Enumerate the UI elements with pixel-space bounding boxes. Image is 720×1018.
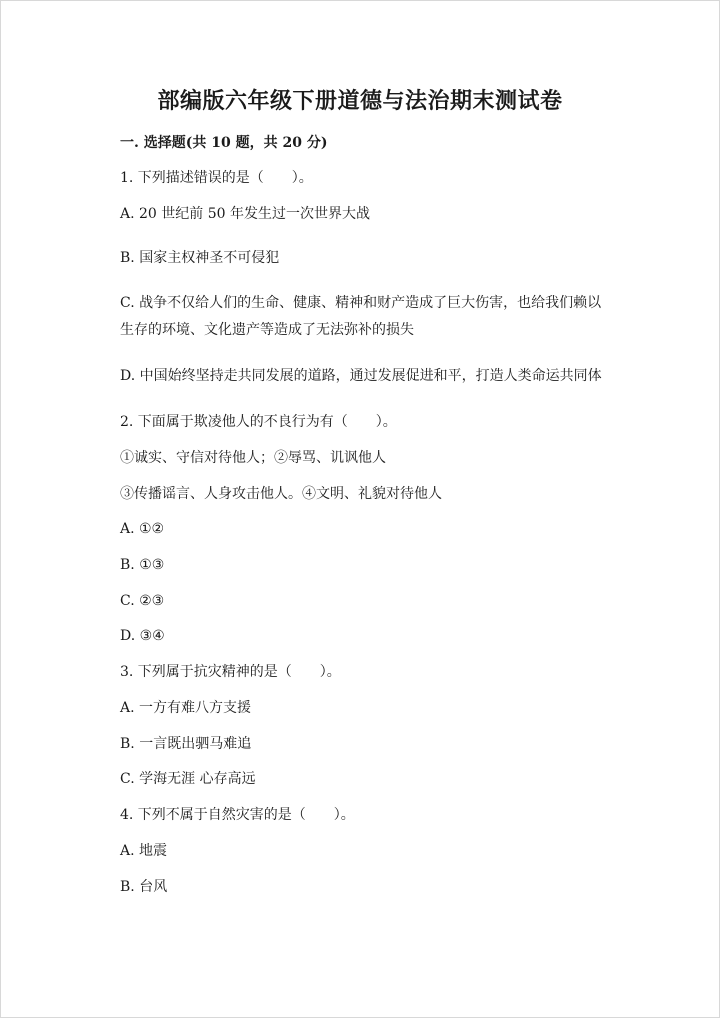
question-1-option-c: C. 战争不仅给人们的生命、健康、精神和财产造成了巨大伤害，也给我们赖以 [120,295,602,311]
question-3-stem: 3. 下列属于抗灾精神的是（ ）。 [120,664,341,680]
question-1-option-d: D. 中国始终坚持走共同发展的道路，通过发展促进和平，打造人类命运共同体 [120,368,602,384]
question-3-option-a: A. 一方有难八方支援 [120,700,252,716]
question-2-item-line-2: ③传播谣言、人身攻击他人。④文明、礼貌对待他人 [120,486,442,502]
question-1-option-b: B. 国家主权神圣不可侵犯 [120,250,280,266]
question-2-stem: 2. 下面属于欺凌他人的不良行为有（ ）。 [120,414,397,430]
question-1-option-c-continued: 生存的环境、文化遗产等造成了无法弥补的损失 [120,322,414,338]
question-3-option-c: C. 学海无涯 心存高远 [120,771,256,787]
question-1-option-a: A. 20 世纪前 50 年发生过一次世界大战 [120,206,370,222]
question-3-option-b: B. 一言既出驷马难追 [120,736,252,752]
page-title: 部编版六年级下册道德与法治期末测试卷 [157,88,563,114]
question-1-stem: 1. 下列描述错误的是（ ）。 [120,170,313,186]
question-4-stem: 4. 下列不属于自然灾害的是（ ）。 [120,807,355,823]
question-2-option-c: C. ②③ [120,593,165,609]
question-2-option-a: A. ①② [120,521,165,537]
question-2-option-d: D. ③④ [120,628,165,644]
question-2-option-b: B. ①③ [120,557,165,573]
section-heading: 一. 选择题(共 10 题，共 20 分) [120,135,328,151]
question-2-item-line-1: ①诚实、守信对待他人；②辱骂、讥讽他人 [120,450,386,466]
question-4-option-b: B. 台风 [120,879,168,895]
question-4-option-a: A. 地震 [120,843,168,859]
